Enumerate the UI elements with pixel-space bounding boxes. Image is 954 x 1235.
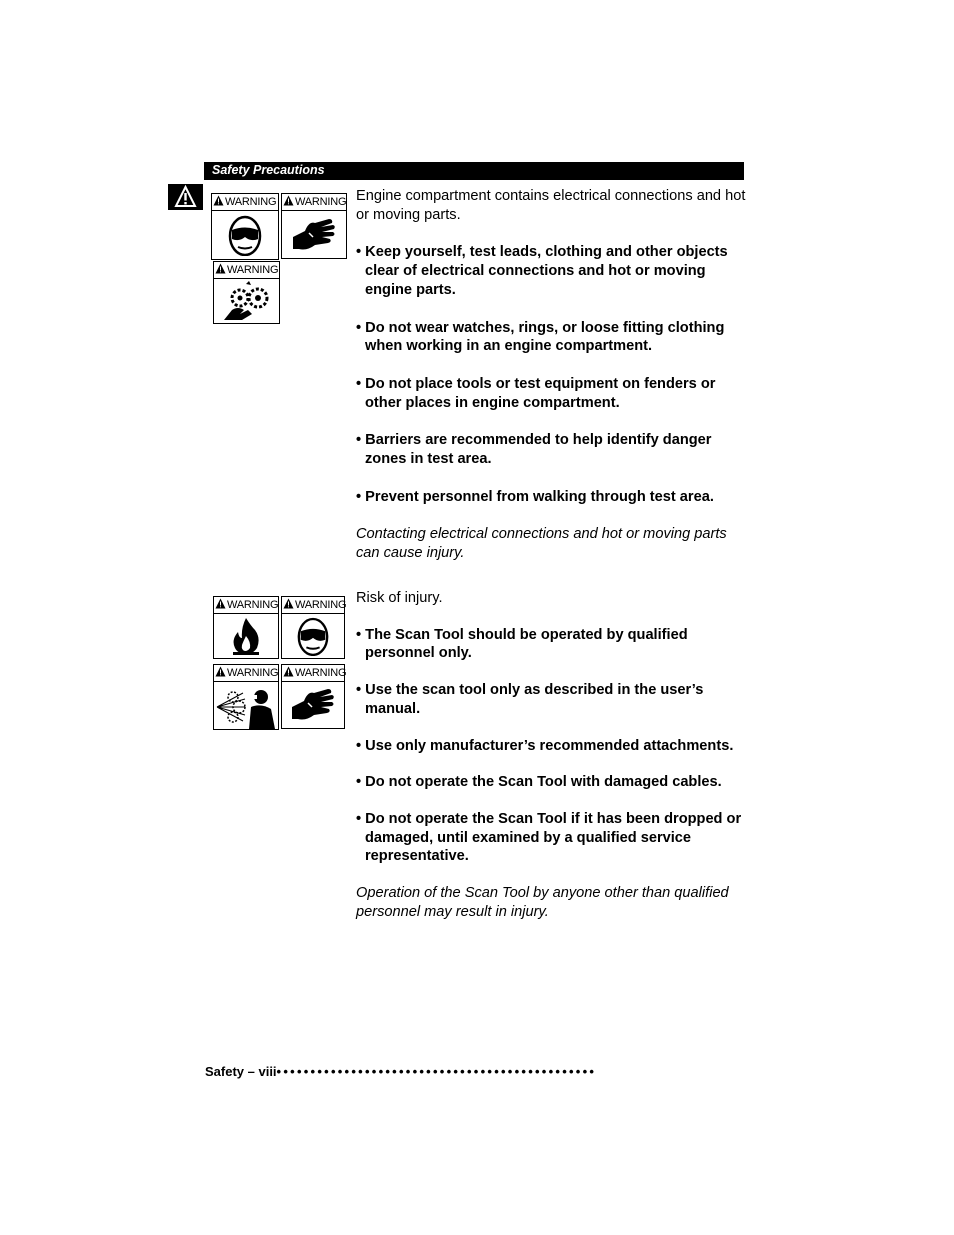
- warning-sign-goggles: [211, 193, 279, 260]
- warning-triangle-icon: [283, 195, 294, 206]
- section-1-text: [356, 187, 748, 563]
- section-2-bullet: • Use only manufacturer’s recommended attachments.: [356, 737, 734, 754]
- section-2-bullet: • Do not operate the Scan Tool if it has been dropped or damaged, until examined by a qualified service representative.: [356, 810, 742, 865]
- warning-triangle-icon: [168, 184, 203, 210]
- section-1-bullet: • Prevent personnel from walking through test area.: [356, 488, 714, 505]
- page-number-label: Safety – viii: [205, 1064, 277, 1079]
- warning-sign-glove: [281, 664, 345, 729]
- warning-sign-glove: [281, 193, 347, 259]
- page-footer: [205, 1064, 596, 1079]
- warning-label: WARNING: [295, 667, 347, 679]
- section-2-note: Operation of the Scan Tool by anyone other than qualified personnel may result in injury.: [356, 885, 729, 920]
- warning-sign-gears: [213, 261, 280, 324]
- leader-dots: •••••••••••••••••••••••••••••••••••••••••••••••: [276, 1064, 597, 1079]
- section-title: Safety Precautions: [212, 163, 325, 177]
- section-1-bullet: • Keep yourself, test leads, clothing and other objects clear of electrical connections and hot or moving engine parts.: [356, 244, 728, 298]
- section-1-intro: Engine compartment contains electrical connections and hot or moving parts.: [356, 188, 746, 223]
- warning-label: WARNING: [227, 264, 279, 276]
- warning-triangle-icon: [215, 263, 226, 274]
- warning-label: WARNING: [295, 599, 347, 611]
- warning-triangle-icon: [283, 598, 294, 609]
- section-header-bar: [204, 162, 744, 180]
- warning-triangle-icon: [213, 195, 224, 206]
- protective-glove-icon: [291, 217, 337, 253]
- safety-goggles-icon: [227, 214, 263, 256]
- section-1-bullet: • Barriers are recommended to help identify danger zones in test area.: [356, 432, 712, 468]
- warning-triangle-icon: [215, 598, 226, 609]
- warning-triangle-icon: [215, 666, 226, 677]
- pressurized-spray-icon: [215, 683, 277, 729]
- safety-goggles-icon: [296, 616, 330, 656]
- moving-gears-icon: [222, 280, 272, 322]
- warning-sign-fire: [213, 596, 279, 659]
- warning-label: WARNING: [227, 667, 279, 679]
- warning-label: WARNING: [227, 599, 279, 611]
- section-2-bullet: • The Scan Tool should be operated by qualified personnel only.: [356, 626, 688, 662]
- section-1-bullet: • Do not place tools or test equipment on fenders or other places in engine compartment.: [356, 375, 716, 411]
- section-2-bullet: • Use the scan tool only as described in the user’s manual.: [356, 682, 704, 717]
- protective-glove-icon: [290, 687, 336, 723]
- warning-sign-goggles: [281, 596, 345, 659]
- warning-label: WARNING: [225, 196, 277, 208]
- warning-label: WARNING: [295, 196, 347, 208]
- warning-sign-spray: [213, 664, 279, 730]
- warning-triangle-icon: [283, 666, 294, 677]
- section-1-bullet: • Do not wear watches, rings, or loose fitting clothing when working in an engine compartment.: [356, 319, 725, 355]
- section-2-bullet: • Do not operate the Scan Tool with damaged cables.: [356, 774, 722, 791]
- fire-hazard-icon: [229, 616, 263, 656]
- section-1-note: Contacting electrical connections and hot or moving parts can cause injury.: [356, 526, 727, 562]
- section-2-text: [356, 589, 748, 921]
- section-2-intro: Risk of injury.: [356, 590, 443, 606]
